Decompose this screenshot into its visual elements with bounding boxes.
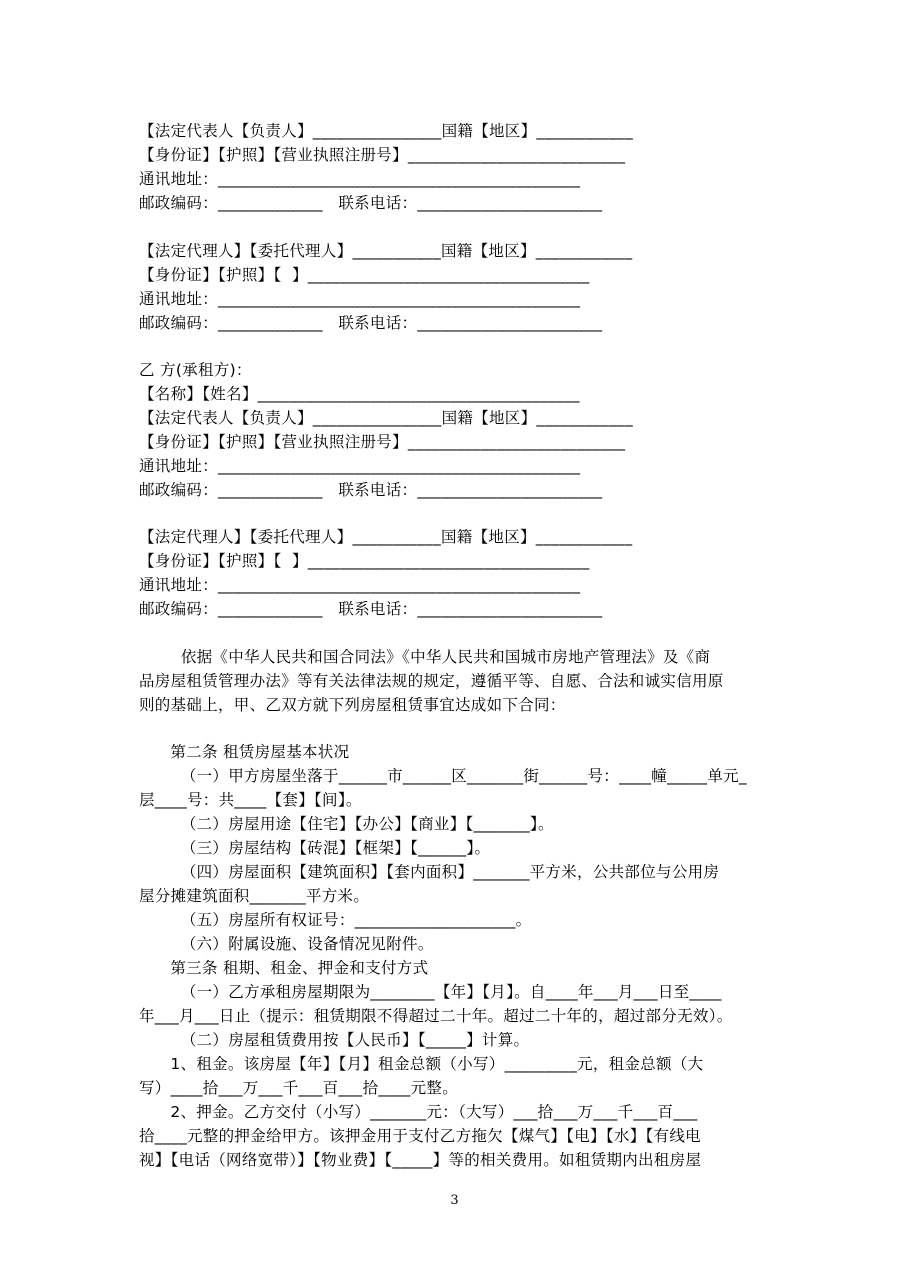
lessee-agent-line: 【法定代理人】【委托代理人】___________国籍【地区】____________	[139, 528, 633, 546]
lessee-agent-postcode-phone-line: 邮政编码：_____________ 联系电话：_______________________	[139, 600, 603, 618]
page-number: 3	[450, 1193, 459, 1208]
article-2-item-4: （四）房屋面积【建筑面积】【套内面积】_______平方米，公共部位与公用房	[139, 863, 720, 881]
lessor-postcode-phone-line: 邮政编码：_____________ 联系电话：_______________________	[139, 194, 603, 212]
article-2-heading: 第二条 租赁房屋基本状况	[139, 743, 350, 761]
deposit-clause-line-2: 拾____元整的押金给甲方。该押金用于支付乙方拖欠【煤气】【电】【水】【有线电	[139, 1127, 701, 1145]
lessor-agent-address-line: 通讯地址：_____________________________________________	[139, 290, 581, 308]
lessor-legal-rep-line: 【法定代表人【负责人】________________国籍【地区】____________	[139, 122, 634, 140]
lessor-agent-id-line: 【身份证】【护照】【 】___________________________________	[139, 266, 590, 284]
article-2-item-1-cont: 层____号：共____【套】【间】。	[139, 791, 362, 809]
article-3-item-1: （一）乙方承租房屋期限为________【年】【月】。自____年___月___日至____	[139, 983, 722, 1001]
lessee-address-line: 通讯地址：_____________________________________________	[139, 457, 581, 475]
rent-clause-line-1: 1、租金。该房屋【年】【月】租金总额（小写）_________元，租金总额（大	[139, 1055, 704, 1073]
lessee-agent-id-line: 【身份证】【护照】【 】___________________________________	[139, 552, 590, 570]
article-2-item-5: （五）房屋所有权证号：____________________。	[139, 911, 532, 929]
preamble-line-2: 品房屋租赁管理办法》等有关法律法规的规定，遵循平等、自愿、合法和诚实信用原	[139, 672, 724, 690]
deposit-clause-line-1: 2、押金。乙方交付（小写）_______元：（大写）___拾___万___千___百___	[139, 1103, 698, 1121]
lessor-agent-postcode-phone-line: 邮政编码：_____________ 联系电话：_______________________	[139, 314, 603, 332]
lessee-heading: 乙 方(承租方)：	[139, 361, 252, 379]
lessor-address-line: 通讯地址：_____________________________________________	[139, 170, 581, 188]
article-2-item-4-cont: 屋分摊建筑面积_______平方米。	[139, 887, 370, 905]
article-3-item-2: （二）房屋租赁费用按【人民币】【_____】计算。	[139, 1031, 530, 1049]
article-2-item-3: （三）房屋结构【砖混】【框架】【______】。	[139, 839, 491, 857]
lessee-id-line: 【身份证】【护照】【营业执照注册号】___________________________	[139, 433, 626, 451]
lessee-legal-rep-line: 【法定代表人【负责人】________________国籍【地区】____________	[139, 409, 634, 427]
lessor-id-line: 【身份证】【护照】【营业执照注册号】___________________________	[139, 146, 626, 164]
lessee-postcode-phone-line: 邮政编码：_____________ 联系电话：_______________________	[139, 481, 603, 499]
deposit-clause-line-3: 视】【电话（网络宽带）】【物业费】【_____】等的相关费用。如租赁期内出租房屋	[139, 1151, 702, 1169]
article-2-item-2: （二）房屋用途【住宅】【办公】【商业】【_______】。	[139, 815, 554, 833]
article-2-item-6: （六）附属设施、设备情况见附件。	[139, 935, 434, 953]
rent-clause-line-2: 写）____拾___万___千___百___拾____元整。	[139, 1079, 459, 1097]
lessor-agent-line: 【法定代理人】【委托代理人】___________国籍【地区】____________	[139, 242, 633, 260]
lessee-name-line: 【名称】【姓名】________________________________________	[139, 385, 580, 403]
article-3-heading: 第三条 租期、租金、押金和支付方式	[139, 959, 429, 977]
preamble-line-3: 则的基础上，甲、乙双方就下列房屋租赁事宜达成如下合同：	[139, 696, 566, 714]
article-3-item-1-cont: 年___月___日止（提示：租赁期限不得超过二十年。超过二十年的，超过部分无效）。	[139, 1007, 733, 1025]
preamble-line-1: 依据《中华人民共和国合同法》《中华人民共和国城市房地产管理法》及《商	[139, 648, 711, 666]
lessee-agent-address-line: 通讯地址：_____________________________________________	[139, 576, 581, 594]
article-2-item-1: （一）甲方房屋坐落于______市______区_______街______号：____幢_____单元_	[139, 767, 747, 785]
